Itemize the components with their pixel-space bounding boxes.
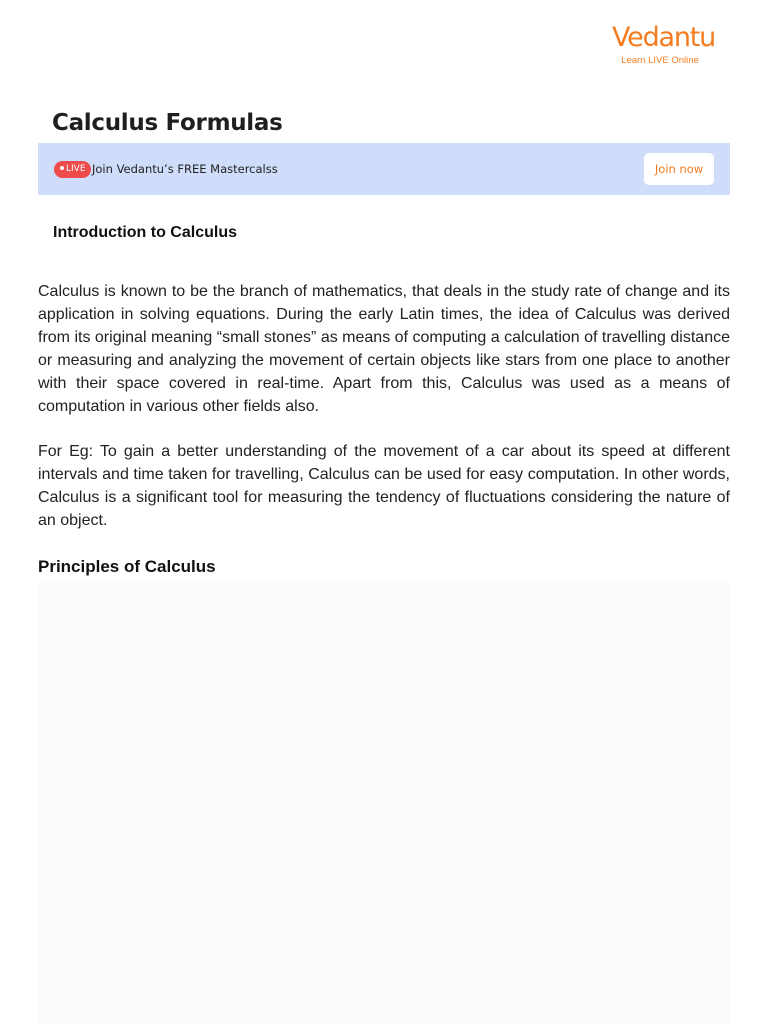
example-paragraph: For Eg: To gain a better understanding of the movement of a car about its speed at different intervals and time taken for travelling, Calculus can be used for easy computation. In other words, Calculus is a significant tool for measuring the tendency of fluctuations considering the nature of an object. — [38, 443, 730, 529]
logo-tagline: Learn LIVE Online — [621, 55, 699, 66]
intro-paragraph: Calculus is known to be the branch of mathematics, that deals in the study rate of change and its application in solving equations. During the early Latin times, the idea of Calculus was derived from its original meaning “small stones” as means of computing a calculation of travelling distance or measuring and analyzing the movement of certain objects like stars from one place to another with their space covered in real-time. Apart from this, Calculus was used as a means of computation in various other fields also. — [38, 283, 730, 415]
masterclass-banner — [38, 143, 730, 195]
vedantu-logo[interactable] — [612, 22, 716, 67]
content-placeholder — [38, 580, 730, 1024]
join-now-button[interactable]: Join now — [644, 153, 714, 185]
logo-wordmark: Vedantu — [612, 22, 716, 53]
intro-heading: Introduction to Calculus — [53, 224, 237, 241]
live-badge-label: LIVE — [66, 164, 86, 174]
principles-heading: Principles of Calculus — [38, 557, 216, 576]
page-title: Calculus Formulas — [52, 110, 283, 136]
live-dot-icon — [60, 166, 64, 170]
live-badge — [54, 161, 91, 178]
banner-text: Join Vedantu’s FREE Mastercalss — [92, 162, 278, 176]
